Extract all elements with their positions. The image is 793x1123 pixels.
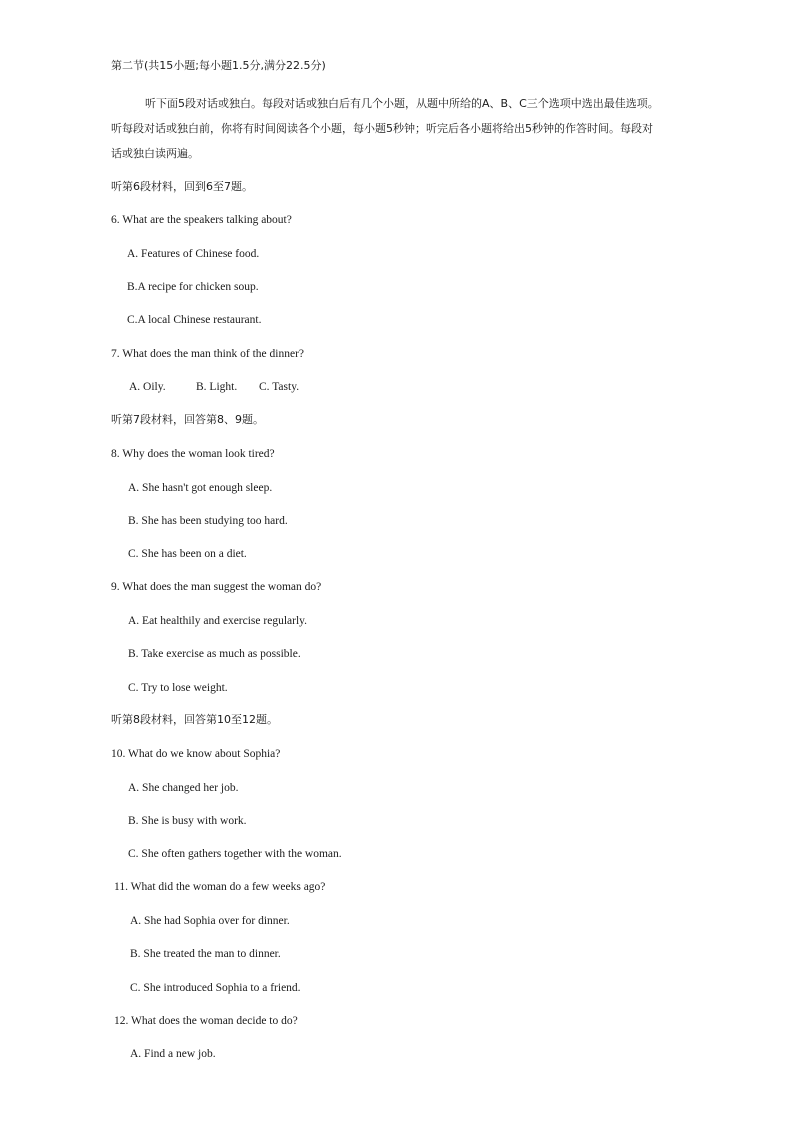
question-7-option-b: B. Light.	[196, 381, 238, 393]
question-8-option-a: A. She hasn't got enough sleep.	[128, 482, 273, 494]
question-9-option-b: B. Take exercise as much as possible.	[128, 648, 301, 660]
material-7-heading: 听第7段材料，回答第8、9题。	[111, 413, 264, 426]
question-9-option-a: A. Eat healthily and exercise regularly.	[128, 615, 308, 627]
question-6-stem: 6. What are the speakers talking about?	[111, 214, 292, 226]
material-6-heading: 听第6段材料，回到6至7题。	[111, 180, 253, 193]
question-7-option-c: C. Tasty.	[259, 381, 300, 393]
question-9-stem: 9. What does the man suggest the woman do?	[111, 581, 322, 593]
instructions-line-1: 听下面5段对话或独白。每段对话或独白后有几个小题，从题中所给的A、B、C三个选项中选出最佳选项。	[145, 97, 659, 110]
question-8-option-b: B. She has been studying too hard.	[128, 515, 288, 527]
question-10-option-a: A. She changed her job.	[128, 782, 239, 794]
question-11-stem: 11. What did the woman do a few weeks ago?	[114, 881, 326, 893]
question-10-option-c: C. She often gathers together with the woman.	[128, 848, 342, 860]
question-12-option-a: A. Find a new job.	[130, 1048, 216, 1060]
question-11-option-c: C. She introduced Sophia to a friend.	[130, 982, 301, 994]
question-10-option-b: B. She is busy with work.	[128, 815, 247, 827]
question-8-option-c: C. She has been on a diet.	[128, 548, 247, 560]
question-8-stem: 8. Why does the woman look tired?	[111, 448, 275, 460]
instructions-line-3: 话或独白读两遍。	[111, 147, 199, 160]
question-6-option-b: B.A recipe for chicken soup.	[127, 281, 259, 293]
instructions-line-2: 听每段对话或独白前，你将有时间阅读各个小题，每小题5秒钟；听完后各小题将给出5秒钟的作答时间。每段对	[111, 122, 653, 135]
question-10-stem: 10. What do we know about Sophia?	[111, 748, 281, 760]
question-6-option-c: C.A local Chinese restaurant.	[127, 314, 262, 326]
question-7-option-a: A. Oily.	[129, 381, 166, 393]
question-11-option-b: B. She treated the man to dinner.	[130, 948, 281, 960]
question-11-option-a: A. She had Sophia over for dinner.	[130, 915, 290, 927]
material-8-heading: 听第8段材料，回答第10至12题。	[111, 713, 278, 726]
section-header: 第二节(共15小题;每小题1.5分,满分22.5分)	[111, 59, 326, 72]
question-12-stem: 12. What does the woman decide to do?	[114, 1015, 298, 1027]
question-6-option-a: A. Features of Chinese food.	[127, 248, 260, 260]
question-7-stem: 7. What does the man think of the dinner?	[111, 348, 305, 360]
question-9-option-c: C. Try to lose weight.	[128, 682, 228, 694]
